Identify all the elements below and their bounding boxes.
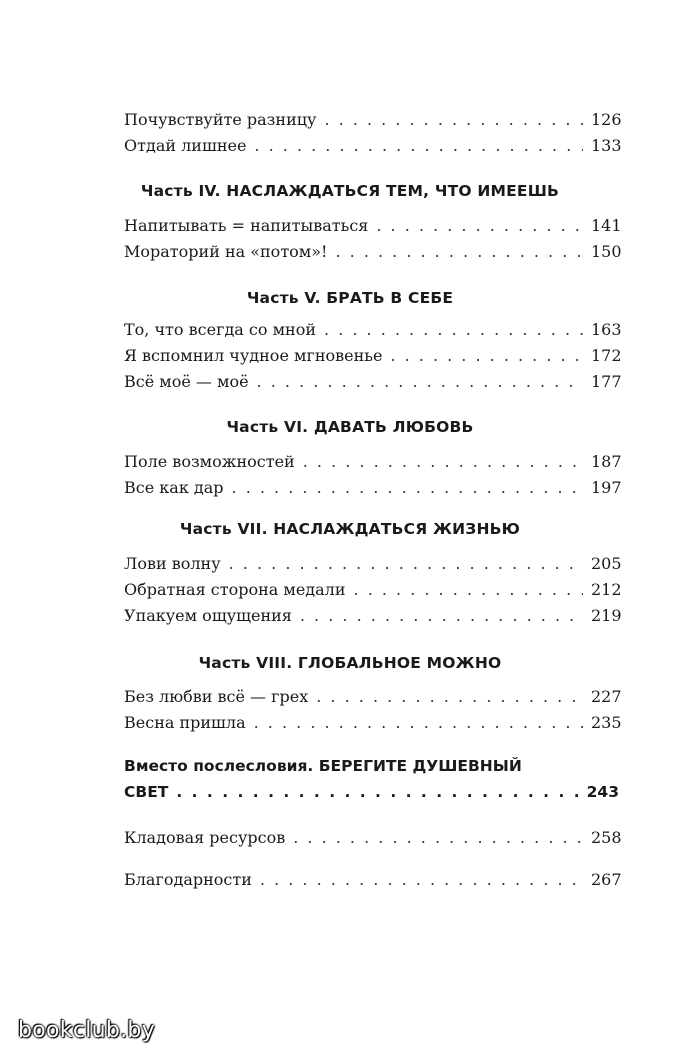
entry-page: 205 [591, 554, 622, 573]
toc-entry [124, 213, 622, 239]
entry-title: Поле возможностей [124, 452, 295, 471]
entry-title: Кладовая ресурсов [124, 828, 286, 847]
entry-page: 187 [591, 452, 622, 471]
entry-title: Все как дар [124, 478, 224, 497]
entry-title: Благодарности [124, 870, 252, 889]
entry-page: 172 [591, 346, 622, 365]
toc-entry [124, 603, 622, 629]
entry-title: Без любви всё — грех [124, 687, 309, 706]
entry-title: Почувствуйте разницу [124, 110, 317, 129]
part-heading: Часть IV. НАСЛАЖДАТЬСЯ ТЕМ, ЧТО ИМЕЕШЬ [140, 182, 560, 200]
afterword-entry [124, 753, 619, 805]
entry-title: Весна пришла [124, 713, 246, 732]
toc-entry [124, 825, 622, 851]
leader-dots [354, 577, 583, 603]
entry-page: 163 [591, 320, 622, 339]
entry-title: Мораторий на «потом»! [124, 242, 328, 261]
leader-dots [293, 825, 583, 851]
leader-dots [176, 779, 582, 805]
leader-dots [390, 343, 583, 369]
entry-title: Обратная сторона медали [124, 580, 346, 599]
afterword-title-line1: Вместо послесловия. БЕРЕГИТЕ ДУШЕВНЫЙ [124, 757, 522, 775]
afterword-line2 [124, 779, 619, 805]
entry-title: Упакуем ощущения [124, 606, 292, 625]
toc-entry [124, 239, 622, 265]
toc-entry [124, 317, 622, 343]
toc-entry [124, 133, 622, 159]
leader-dots [303, 449, 583, 475]
entry-page: 219 [591, 606, 622, 625]
entry-title: То, что всегда со мной [124, 320, 317, 339]
toc-entry [124, 710, 622, 736]
afterword-page: 243 [586, 783, 619, 801]
entry-page: 150 [591, 242, 622, 261]
leader-dots [324, 317, 583, 343]
entry-page: 141 [591, 216, 622, 235]
toc-entry [124, 449, 622, 475]
leader-dots [300, 603, 583, 629]
entry-title: Всё моё — моё [124, 372, 249, 391]
entry-page: 267 [591, 870, 622, 889]
watermark-text: bookclub.by [18, 1018, 156, 1043]
entry-title: Напитывать = напитываться [124, 216, 369, 235]
entry-page: 177 [591, 372, 622, 391]
part-heading: Часть VII. НАСЛАЖДАТЬСЯ ЖИЗНЬЮ [179, 520, 521, 538]
toc-entry [124, 475, 622, 501]
entry-page: 197 [591, 478, 622, 497]
entry-page: 258 [591, 828, 622, 847]
toc-entry [124, 343, 622, 369]
leader-dots [254, 710, 583, 736]
entry-page: 133 [591, 136, 622, 155]
leader-dots [316, 684, 583, 710]
leader-dots [260, 867, 583, 893]
leader-dots [257, 369, 583, 395]
entry-page: 212 [591, 580, 622, 599]
leader-dots [232, 475, 583, 501]
toc-entry [124, 369, 622, 395]
leader-dots [229, 551, 583, 577]
toc-entry [124, 867, 622, 893]
leader-dots [324, 107, 583, 133]
part-heading: Часть V. БРАТЬ В СЕБЕ [246, 289, 454, 307]
entry-page: 235 [591, 713, 622, 732]
leader-dots [335, 239, 583, 265]
toc-entry [124, 684, 622, 710]
entry-title: Я вспомнил чудное мгновенье [124, 346, 383, 365]
afterword-title-line2: СВЕТ [124, 783, 169, 801]
leader-dots [254, 133, 583, 159]
part-heading: Часть VI. ДАВАТЬ ЛЮБОВЬ [226, 418, 474, 436]
entry-title: Отдай лишнее [124, 136, 247, 155]
toc-entry [124, 107, 622, 133]
toc-entry [124, 577, 622, 603]
entry-page: 227 [591, 687, 622, 706]
toc-entry [124, 551, 622, 577]
part-heading: Часть VIII. ГЛОБАЛЬНОЕ МОЖНО [198, 654, 502, 672]
entry-title: Лови волну [124, 554, 221, 573]
entry-page: 126 [591, 110, 622, 129]
leader-dots [376, 213, 583, 239]
